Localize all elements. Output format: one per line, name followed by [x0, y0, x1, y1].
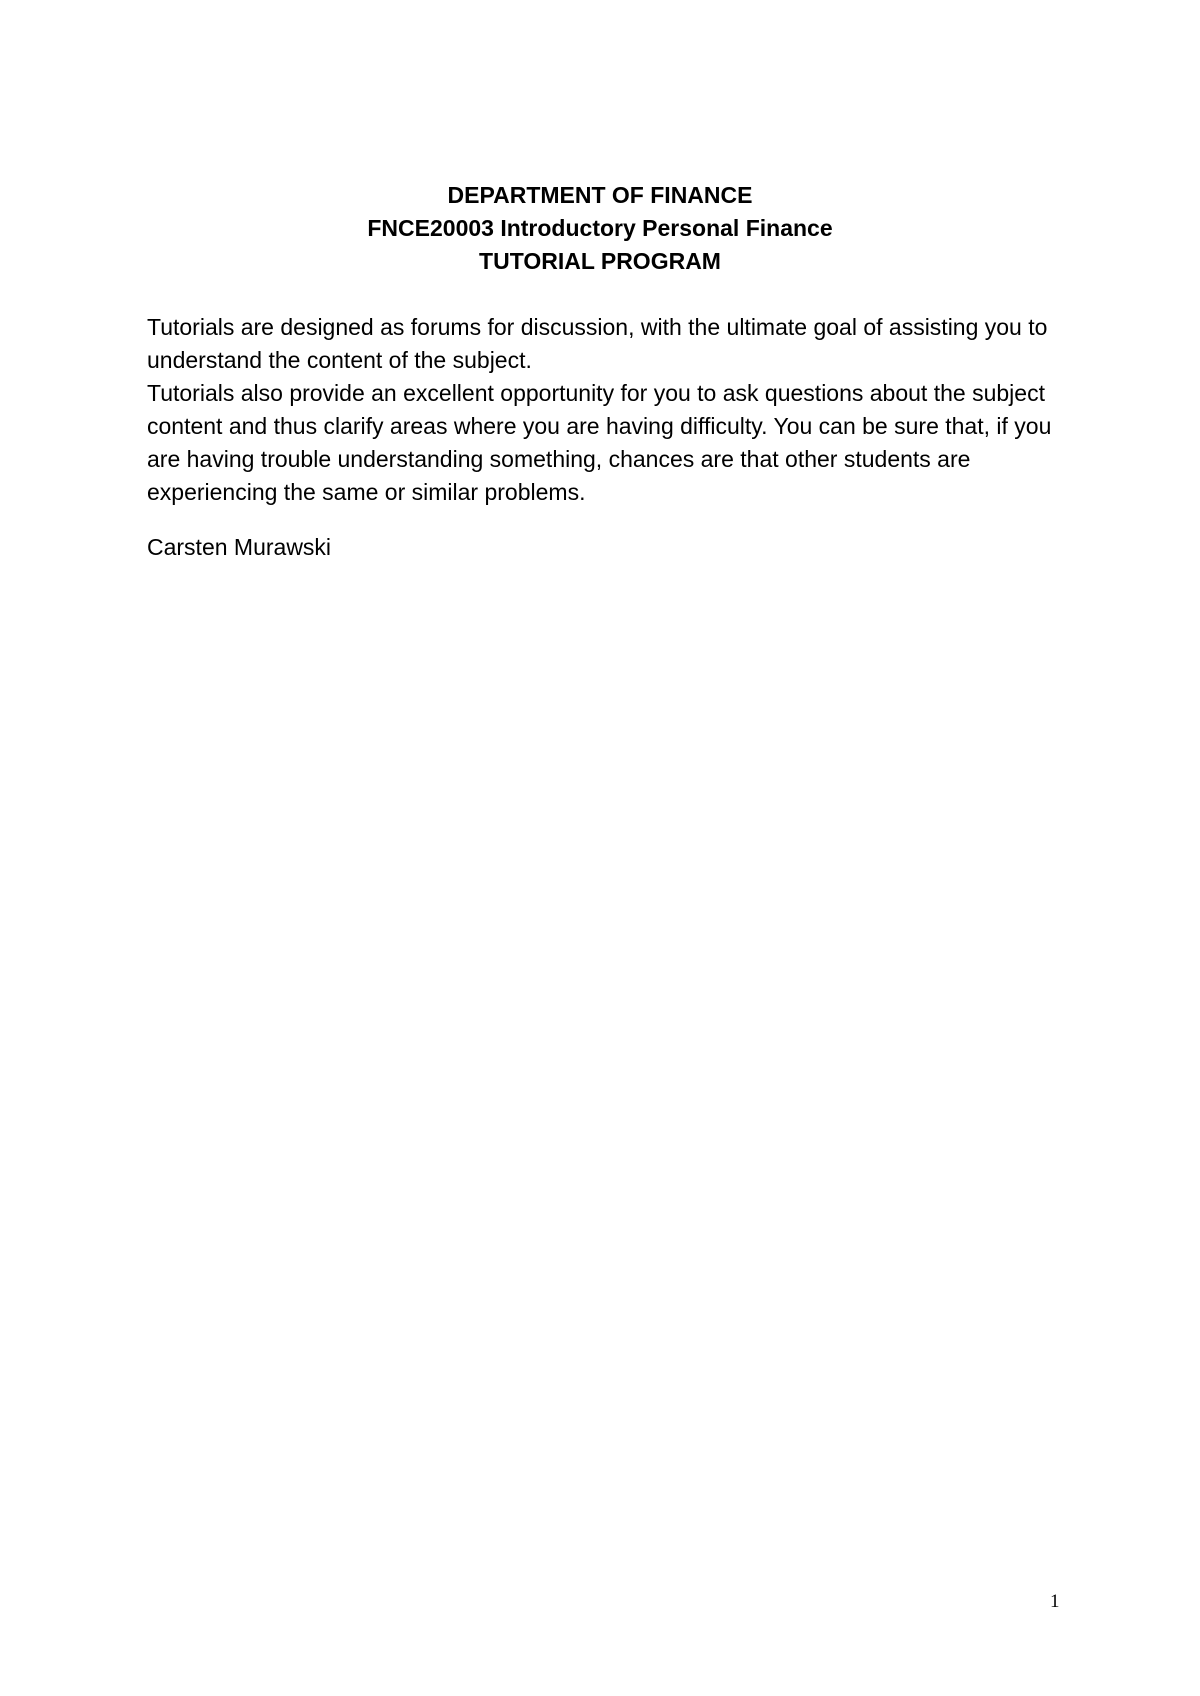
page-number: 1	[1050, 1591, 1060, 1612]
subject-title: FNCE20003 Introductory Personal Finance	[367, 215, 833, 241]
author-signature: Carsten Murawski	[147, 534, 332, 560]
department-title: DEPARTMENT OF FINANCE	[447, 182, 753, 208]
paragraph-opportunity: Tutorials also provide an excellent opportunity for you to ask questions about the subject content and thus clarify areas where you are having difficulty. You can be sure that, if you are having trouble understanding something, chances are that other students are experiencing the same or similar problems.	[147, 380, 1052, 505]
body-text	[147, 311, 1077, 509]
program-title: TUTORIAL PROGRAM	[479, 248, 721, 274]
document-heading	[0, 179, 1200, 278]
paragraph-intro: Tutorials are designed as forums for discussion, with the ultimate goal of assisting you to understand the content of the subject.	[147, 314, 1048, 373]
